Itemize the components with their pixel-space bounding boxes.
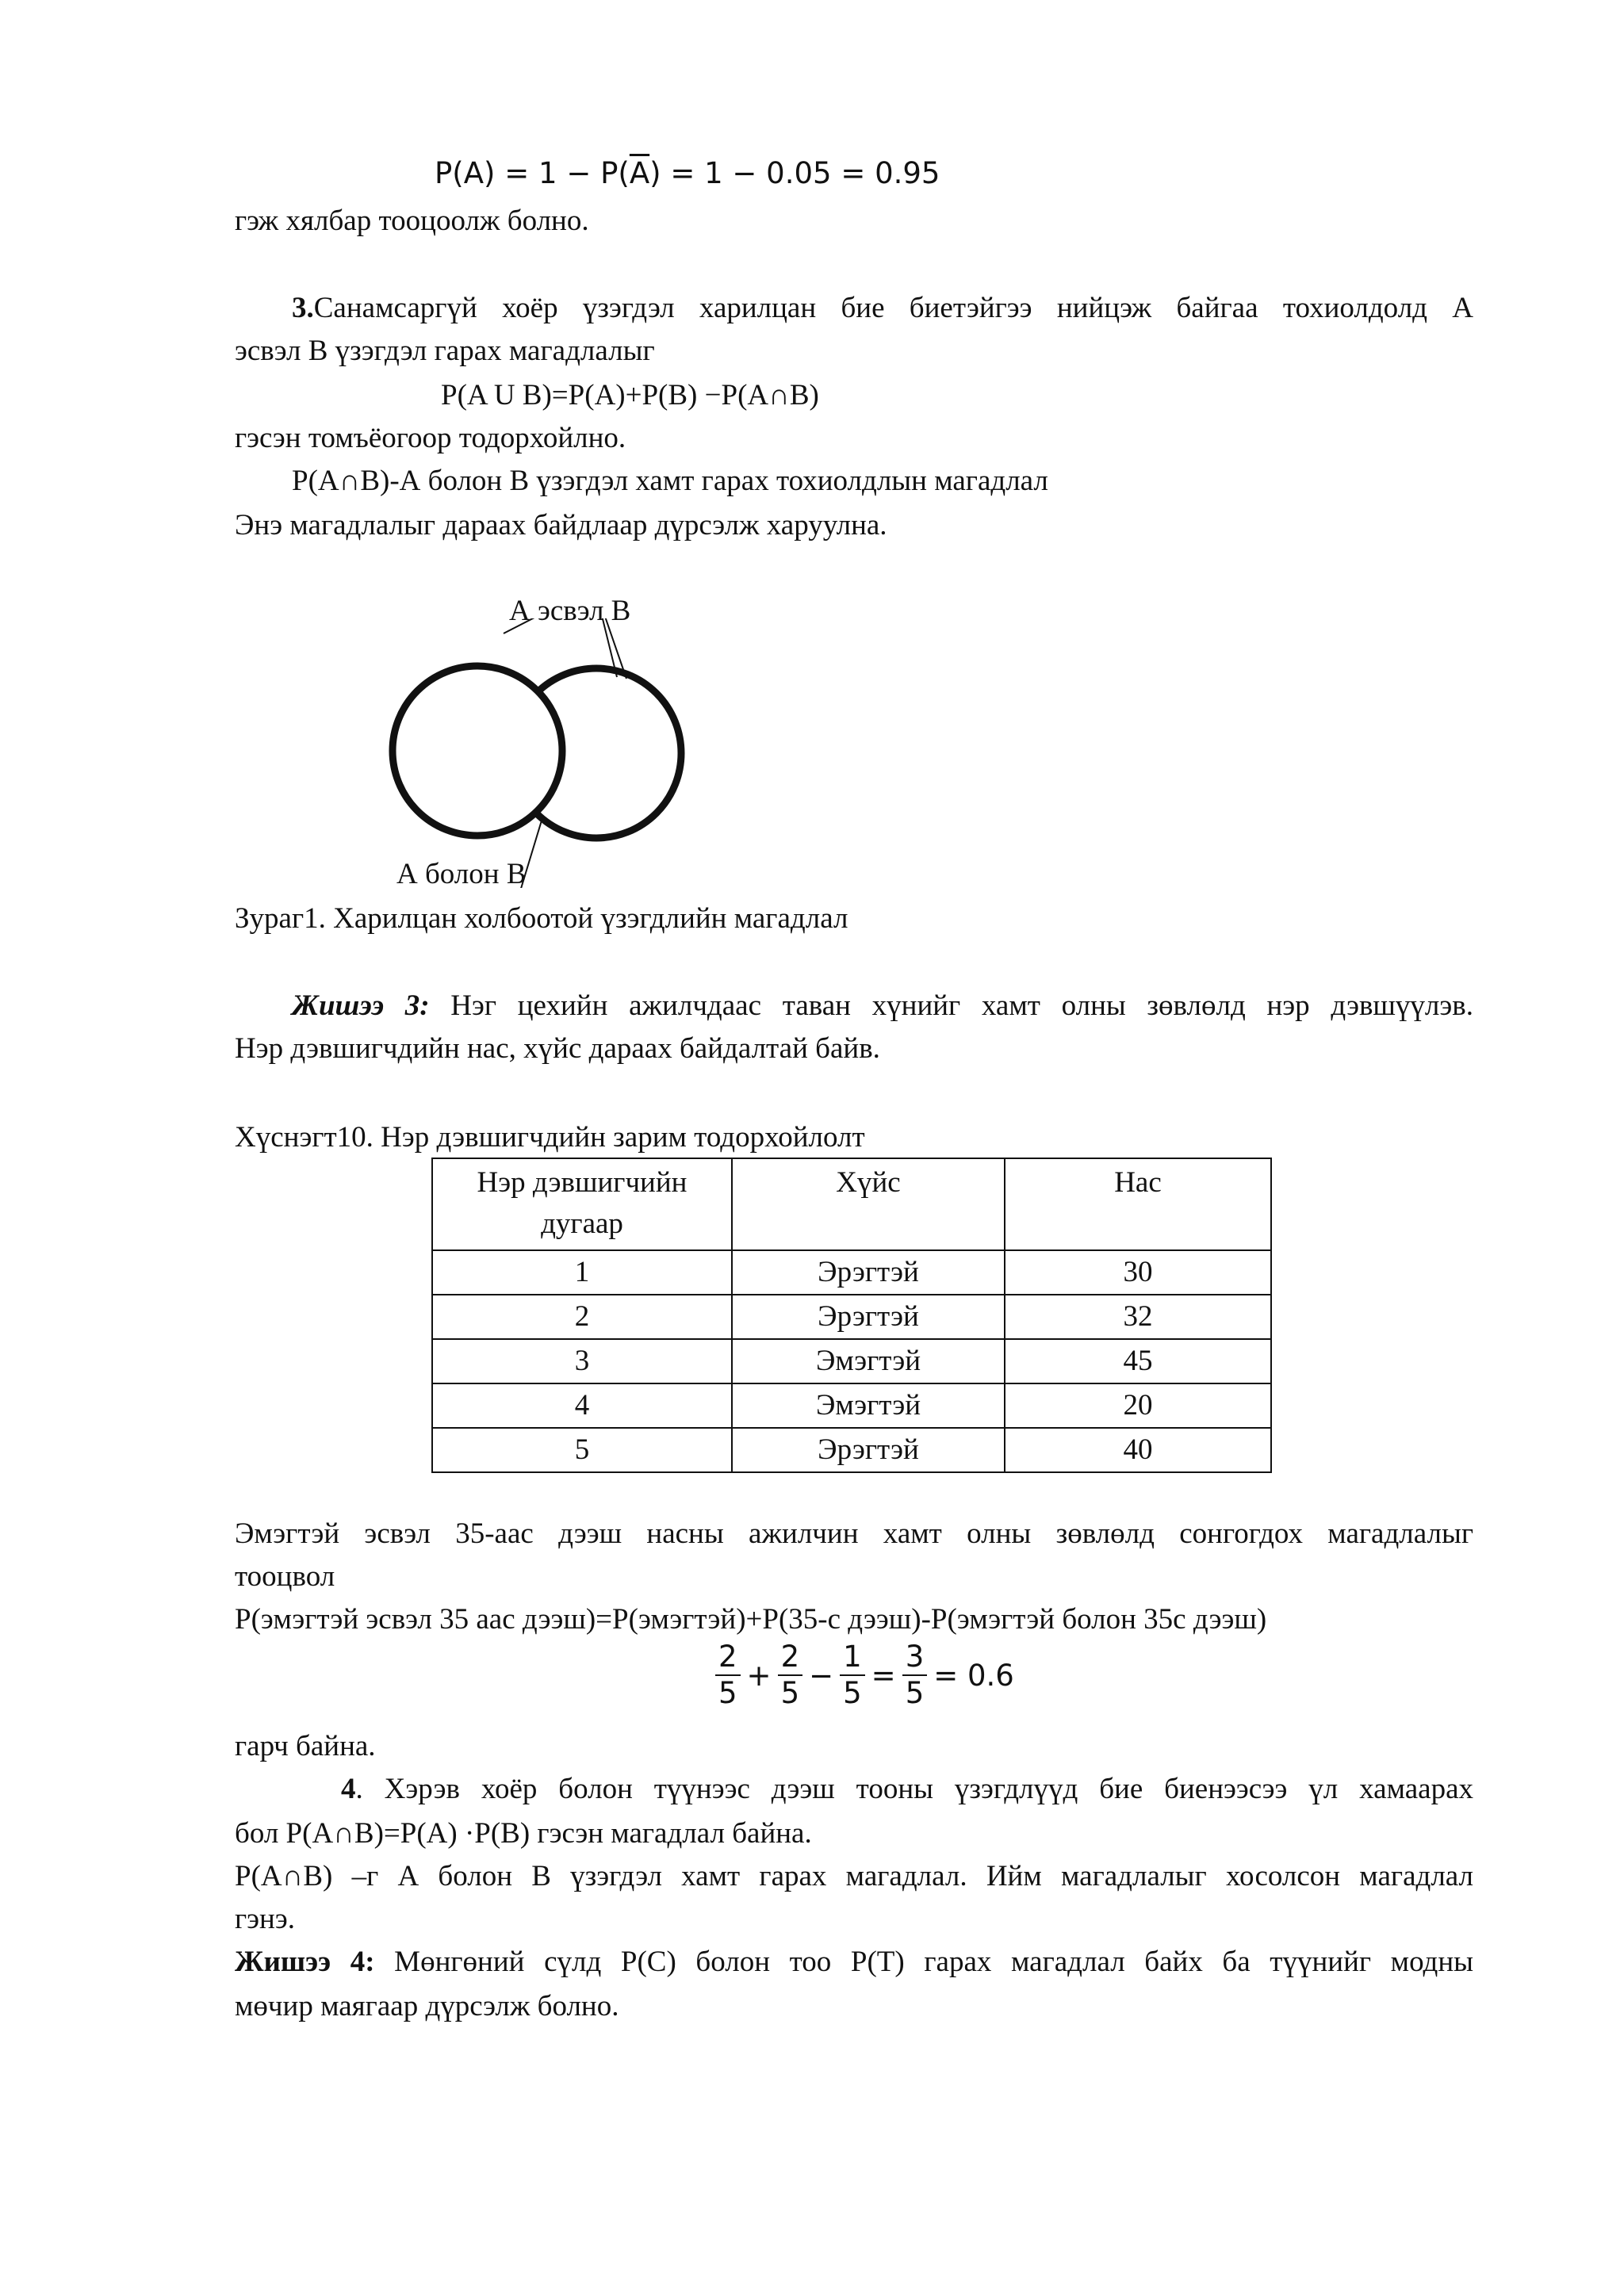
rule4-number: 4 (341, 1773, 356, 1805)
table-row (432, 1250, 1271, 1295)
cell-age: 45 (1005, 1339, 1271, 1383)
header-age: Нас (1005, 1158, 1271, 1250)
label-intersection: А болон В (396, 858, 527, 890)
cell-gender: Эрэгтэй (732, 1428, 1005, 1472)
rule3-formula: P(A U B)=P(A)+P(B) −P(A∩B) (441, 379, 819, 411)
fraction-2-num: 2 (778, 1640, 803, 1676)
fraction-1 (715, 1640, 741, 1711)
fraction-4 (902, 1640, 928, 1711)
cell-number: 4 (432, 1383, 732, 1428)
example4-label: Жишээ 4: (235, 1946, 375, 1978)
rule3-number: 3. (292, 292, 314, 324)
rule3-line2: эсвэл В үзэгдэл гарах магадлалыг (235, 335, 655, 367)
table-row (432, 1428, 1271, 1472)
rule3-line1-text: Санамсаргүй хоёр үзэгдэл харилцан бие биетэйгээ нийцэж байгаа тохиолдолд А (313, 292, 1473, 324)
fraction-3-num: 1 (840, 1640, 865, 1676)
example4-line2: мөчир маягаар дүрсэлж болно. (235, 1990, 619, 2022)
example4-line1-text: Мөнгөний сүлд P(C) болон тоо P(T) гарах магадлал байх ба түүнийг модны (374, 1946, 1473, 1978)
cell-age: 40 (1005, 1428, 1271, 1472)
calc-line1: Эмэгтэй эсвэл 35-аас дээш насны ажилчин хамт олны зөвлөлд сонгогдох магадлалыг (235, 1517, 1473, 1550)
example3-line2: Нэр дэвшигчдийн нас, хүйс дараах байдалтай байв. (235, 1032, 880, 1065)
header-gender: Хүйс (732, 1158, 1005, 1250)
table-header-row (432, 1158, 1271, 1250)
cell-number: 2 (432, 1295, 732, 1339)
example3-line1-text: Нэг цехийн ажилчдаас таван хүнийг хамт олны зөвлөлд нэр дэвшүүлэв. (429, 989, 1473, 1022)
rule3-definition: P(A∩B)-А болон В үзэгдэл хамт гарах тохиолдлын магадлал (292, 465, 1048, 497)
calc-after: гарч байна. (235, 1730, 376, 1762)
cell-number: 5 (432, 1428, 732, 1472)
op-plus: + (746, 1658, 772, 1693)
example3-label: Жишээ 3: (292, 989, 430, 1022)
example3-line1 (292, 988, 1473, 1024)
rule3-intro-fig: Энэ магадлалыг дараах байдлаар дүрсэлж харуулна. (235, 509, 887, 541)
cell-gender: Эрэгтэй (732, 1250, 1005, 1295)
table-title: Хүснэгт10. Нэр дэвшигчдийн зарим тодорхойлолт (235, 1121, 865, 1154)
union-callout-left (504, 618, 595, 633)
op-minus: − (809, 1658, 834, 1693)
header-number: Нэр дэвшигчийн дугаар (432, 1158, 732, 1250)
circle-a (393, 666, 562, 836)
fraction-4-den: 5 (905, 1676, 925, 1710)
candidate-table (431, 1158, 1272, 1473)
fraction-2-den: 5 (780, 1676, 800, 1710)
rule4-line2: бол P(A∩B)=P(A) ·P(B) гэсэн магадлал байна. (235, 1817, 812, 1850)
fraction-4-num: 3 (902, 1640, 928, 1676)
calc-line3: P(эмэгтэй эсвэл 35 аас дээш)=P(эмэгтэй)+P(35-с дээш)-P(эмэгтэй болон 35с дээш) (235, 1603, 1267, 1636)
cell-number: 3 (432, 1339, 732, 1383)
top-formula (435, 155, 940, 192)
cell-age: 32 (1005, 1295, 1271, 1339)
op-equals: = (871, 1658, 896, 1693)
rule4-line1-text: . Хэрэв хоёр болон түүнээс дээш тооны үзэгдлүүд бие биенээсээ үл хамаарах (355, 1773, 1473, 1805)
table-row (432, 1295, 1271, 1339)
cell-gender: Эрэгтэй (732, 1295, 1005, 1339)
top-formula-part1: P(A) = 1 − P( (435, 156, 630, 190)
fraction-1-num: 2 (715, 1640, 741, 1676)
example4-line1 (235, 1944, 1473, 1980)
rule4-line3: P(A∩B) –г А болон В үзэгдэл хамт гарах магадлал. Ийм магадлалыг хосолсон магадлал (235, 1860, 1473, 1892)
table-row (432, 1383, 1271, 1428)
table-row (432, 1339, 1271, 1383)
rule3-after-formula: гэсэн томъёогоор тодорхойлно. (235, 422, 626, 454)
top-formula-caption: гэж хялбар тооцоолж болно. (235, 205, 589, 237)
calc-result: = 0.6 (933, 1658, 1014, 1693)
top-formula-abar: $\overline{A}$ (629, 156, 650, 190)
rule3-line1 (292, 290, 1473, 327)
label-union: А эсвэл В (509, 595, 631, 627)
top-formula-part2: ) = 1 − 0.05 = 0.95 (649, 156, 940, 190)
fraction-3-den: 5 (843, 1676, 862, 1710)
cell-age: 20 (1005, 1383, 1271, 1428)
fraction-1-den: 5 (718, 1676, 737, 1710)
rule4-line4: гэнэ. (235, 1903, 295, 1935)
cell-age: 30 (1005, 1250, 1271, 1295)
venn-diagram (381, 618, 714, 888)
calc-line2: тооцвол (235, 1560, 335, 1593)
cell-gender: Эмэгтэй (732, 1383, 1005, 1428)
fraction-3 (840, 1640, 865, 1711)
figure-caption: Зураг1. Харилцан холбоотой үзэгдлийн магадлал (235, 902, 848, 935)
rule4-line1 (341, 1771, 1473, 1808)
cell-gender: Эмэгтэй (732, 1339, 1005, 1383)
fraction-2 (778, 1640, 803, 1711)
fraction-expression (714, 1640, 1019, 1711)
cell-number: 1 (432, 1250, 732, 1295)
